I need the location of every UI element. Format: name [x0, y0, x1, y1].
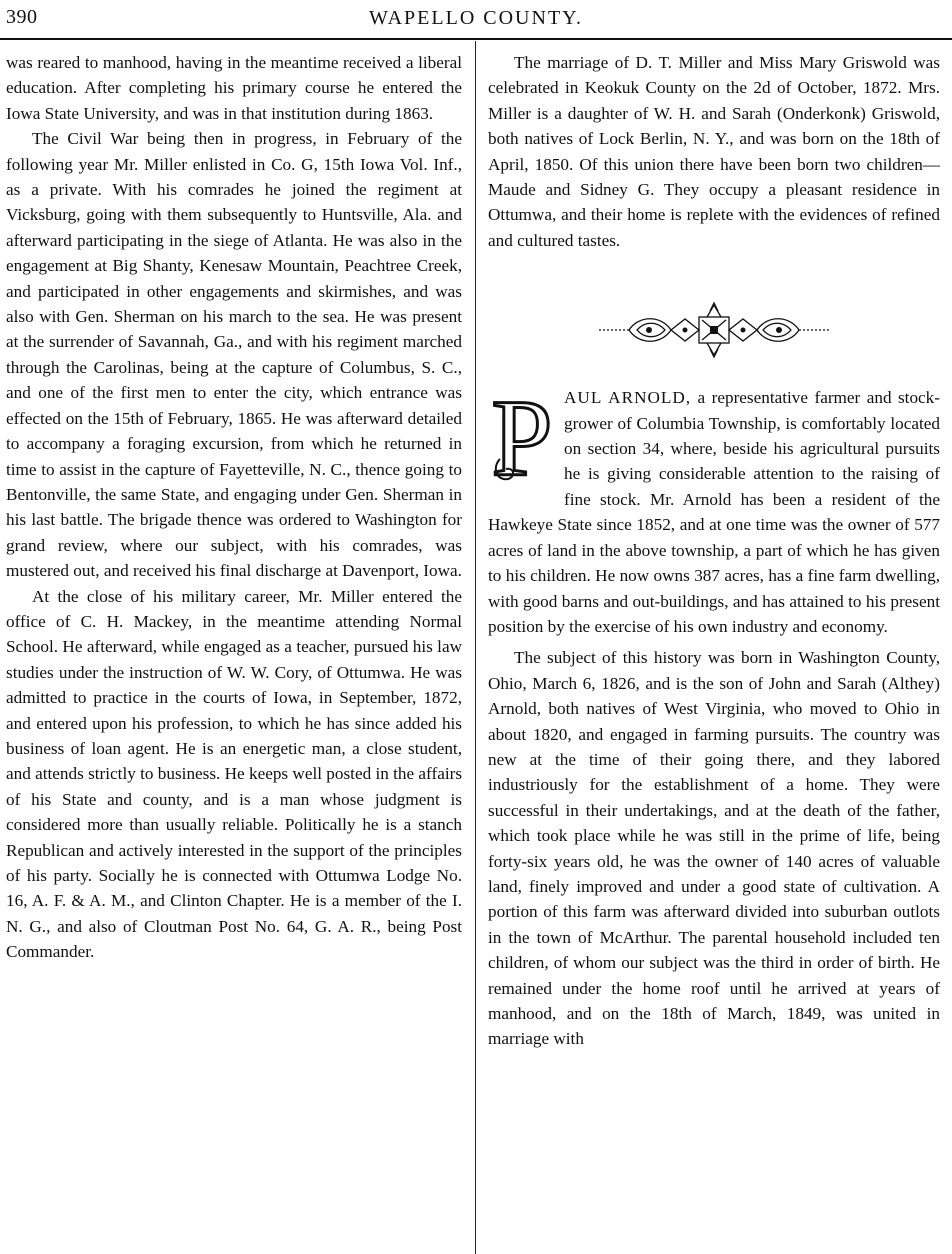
column-rule: [475, 41, 476, 1254]
svg-text:P: P: [491, 389, 553, 488]
floral-divider-icon: [599, 301, 829, 359]
right-paragraph-birth: The subject of this history was born in Washington County, Ohio, March 6, 1826, and is the son of John and Sarah (Althey) Arnold, both natives of West Virginia, who moved to Ohio in about 1820, and engaged in farming pursuits. The country was new at the time of their going there, and they labored industriously for the establishment of a home. They were successful in their undertakings, and at the death of the father, which took place while he was still in the prime of life, being forty-six years old, he was the owner of 140 acres of valuable land, finely improved and under a good state of cultivation. A portion of this farm was afterward divided into suburban outlots in the town of McArthur. The parental household included ten children, of whom our subject was the third in order of birth. He remained under the home roof until he arrived at years of manhood, and on the 18th of March, 1849, was united in marriage with: [488, 648, 940, 1049]
left-paragraph-continued: was reared to manhood, having in the meantime received a liberal education. After completing his primary course he entered the Iowa State University, and was in that institution during 1863.: [6, 53, 462, 123]
arnold-intro-text: a representative farmer and stock-grower of Columbia Township, is comfortably located on section 34, where, beside his agricultural pursuits he is giving considerable attention to the raising of fine stock. Mr. Arnold has been a resident of the Hawkeye State since 1852, and at one time was the owner of 577 acres of land in the above township, a part of which he has given to his children. He now owns 387 acres, has a fine farm dwelling, with good barns and out-buildings, and has attained to his present position by the exercise of his own industry and economy.: [488, 388, 940, 636]
drop-cap-letter: [488, 389, 556, 487]
right-paragraph-marriage: The marriage of D. T. Miller and Miss Mary Griswold was celebrated in Keokuk County on the 2d of October, 1872. Mrs. Miller is a daughter of W. H. and Sarah (Onderkonk) Griswold, both natives of Lock Berlin, N. Y., and was born on the 18th of April, 1850. Of this union there have been born two children—Maude and Sidney G. They occupy a pleasant residence in Ottumwa, and their home is replete with the evidences of refined and cultured tastes.: [488, 53, 940, 250]
right-column: [488, 50, 940, 1052]
running-title: WAPELLO COUNTY.: [368, 7, 584, 29]
left-paragraph-civil-war: The Civil War being then in progress, in February of the following year Mr. Miller enlisted in Co. G, 15th Iowa Vol. Inf., as a private. With his comrades he joined the regiment at Vicksburg, going with them subsequently to Huntsville, Ala. and afterward participating in the siege of Atlanta. He was also in the engagement at Big Shanty, Kenesaw Mountain, Peachtree Creek, and participated in other engagements and skirmishes, and was also with Gen. Sherman on his march to the sea. He was present at the surrender of Savannah, Ga., and with his regiment marched through the Carolinas, being at the capture of Columbus, S. C., and one of the first men to enter the city, which entrance was effected on the 15th of February, 1865. He was afterward detailed to accompany a foraging excursion, from which he returned in time to assist in the capture of Fayetteville, N. C., thence going to Bentonville, the same State, and engaging under Gen. Sherman in his last battle. The brigade thence was ordered to Washington for grand review, where our subject, with his comrades, was mustered out, and received his final discharge at Davenport, Iowa.: [6, 129, 462, 581]
subject-name: AUL ARNOLD,: [564, 388, 692, 408]
arnold-biography-intro: [488, 385, 940, 639]
page-number: 390: [6, 6, 38, 28]
left-paragraph-career: At the close of his military career, Mr. Miller entered the office of C. H. Mackey, in the meantime attending Normal School. He afterward, while engaged as a teacher, pursued his law studies under the instruction of W. W. Cory, of Ottumwa. He was admitted to practice in the courts of Iowa, in September, 1872, and entered upon his profession, to which he has since added his business of loan agent. He is an energetic man, a close student, and attends strictly to business. He keeps well posted in the affairs of his State and county, and is a man whose judgment is considered more than usually reliable. Politically he is a stanch Republican and actively interested in the support of the principles of his party. Socially he is connected with Ottumwa Lodge No. 16, A. F. & A. M., and Clinton Chapter. He is a member of the I. N. G., and also of Cloutman Post No. 64, G. A. R., being Post Commander.: [6, 586, 463, 962]
header-rule: [0, 38, 952, 40]
left-column: [6, 50, 462, 965]
